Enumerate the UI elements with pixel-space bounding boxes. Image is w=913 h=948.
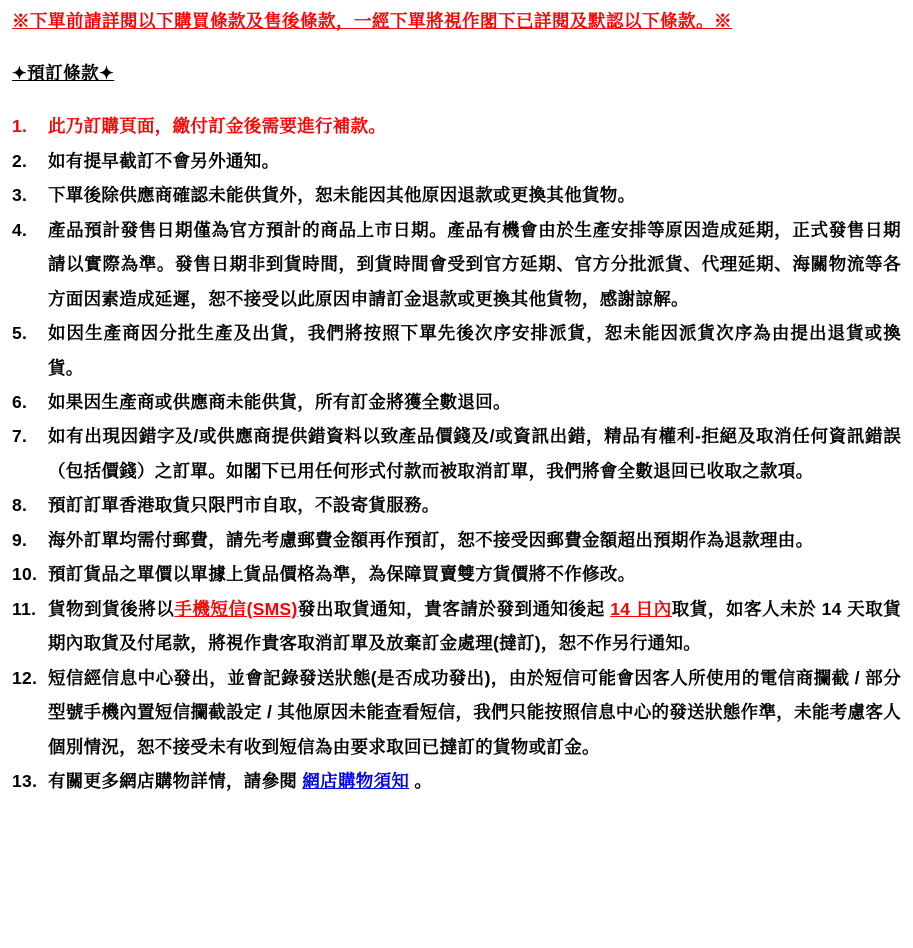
term-text [48, 764, 901, 798]
term-item-3 [12, 178, 901, 212]
term-segment: 。 [409, 771, 433, 792]
term-text [48, 144, 901, 178]
term-text [48, 385, 901, 419]
term-number: 3. [12, 185, 28, 206]
terms-list [12, 109, 901, 798]
term-segment: 如因生產商因分批生產及出貨，我們將按照下單先後次序安排派貨，恕未能因派貨次序為由提出退貨或換貨。 [48, 323, 901, 378]
term-item-13 [12, 764, 901, 798]
section-title-preorder-terms: ✦預訂條款✦ [12, 63, 115, 84]
term-item-2 [12, 144, 901, 178]
term-item-10 [12, 557, 901, 591]
term-text [48, 523, 901, 557]
term-segment: 如有出現因錯字及/或供應商提供錯資料以致產品價錢及/或資訊出錯，精品有權利-拒絕及取消任何資訊錯誤（包括價錢）之訂單。如閣下已用任何形式付款而被取消訂單，我們將會全數退回已收取之款項。 [48, 426, 901, 481]
term-text [48, 213, 901, 316]
term-number: 8. [12, 495, 28, 516]
term-number: 2. [12, 150, 28, 171]
term-text [48, 592, 901, 661]
term-text [48, 488, 901, 522]
term-item-8 [12, 488, 901, 522]
term-number: 5. [12, 323, 28, 344]
term-number: 1. [12, 116, 28, 137]
term-text [48, 419, 901, 488]
term-text [48, 109, 901, 143]
term-number: 12. [12, 667, 38, 688]
term-segment: 預訂訂單香港取貨只限門市自取，不設寄貨服務。 [48, 495, 440, 516]
term-item-5 [12, 316, 901, 385]
term-segment: 如有提早截訂不會另外通知。 [48, 150, 280, 171]
term-text [48, 557, 901, 591]
term-text [48, 178, 901, 212]
term-segment: 此乃訂購頁面，繳付訂金後需要進行補款。 [48, 116, 387, 137]
term-item-1 [12, 109, 901, 143]
term-item-9 [12, 523, 901, 557]
term-segment: 短信經信息中心發出，並會記錄發送狀態(是否成功發出)，由於短信可能會因客人所使用的電信商攔截 / 部分型號手機內置短信攔截設定 / 其他原因未能查看短信，我們只能按照信息中心的發送狀態作準，未能考慮客人個別情況，恕不接受未有收到短信為由要求取回已撻訂的貨物或訂金。 [48, 667, 901, 757]
term-number: 4. [12, 219, 28, 240]
shop-guide-link[interactable]: 網店購物須知 [302, 771, 410, 792]
term-segment: 手機短信(SMS) [174, 598, 298, 619]
term-number: 11. [12, 598, 37, 619]
term-segment: 取貨，如客人未於 14 天取貨期內取貨及付尾款，將視作貴客取消訂單及放棄訂金處理(撻訂)，恕不作另行通知。 [48, 598, 902, 654]
term-segment: 14 日內 [610, 598, 672, 619]
term-number: 7. [12, 426, 28, 447]
terms-warning-header: ※下單前請詳閱以下購買條款及售後條款，一經下單將視作閣下已詳閱及默認以下條款。※ [12, 11, 732, 31]
term-item-11 [12, 592, 901, 661]
term-text [48, 661, 901, 764]
term-segment: 下單後除供應商確認未能供貨外，恕未能因其他原因退款或更換其他貨物。 [48, 185, 636, 206]
term-number: 6. [12, 392, 28, 412]
term-item-7 [12, 419, 901, 488]
term-segment: 海外訂單均需付郵費，請先考慮郵費金額再作預訂，恕不接受因郵費金額超出預期作為退款理由。 [48, 529, 814, 550]
term-item-4 [12, 213, 901, 316]
term-segment: 產品預計發售日期僅為官方預計的商品上市日期。產品有機會由於生產安排等原因造成延期，正式發售日期請以實際為準。發售日期非到貨時間，到貨時間會受到官方延期、官方分批派貨、代理延期、海關物流等各方面因素造成延遲，恕不接受以此原因申請訂金退款或更換其他貨物，感謝諒解。 [48, 219, 901, 309]
term-segment: 貨物到貨後將以 [48, 598, 175, 619]
term-number: 10. [12, 564, 38, 585]
term-item-6 [12, 385, 901, 419]
term-number: 13. [12, 771, 38, 792]
term-segment: 預訂貨品之單價以單據上貨品價格為準，為保障買賣雙方貨價將不作修改。 [48, 564, 636, 585]
term-number: 9. [12, 529, 28, 550]
term-item-12 [12, 661, 901, 764]
term-segment: 有關更多網店購物詳情，請參閱 [48, 771, 303, 792]
term-segment: 發出取貨通知，貴客請於發到通知後起 [297, 598, 611, 619]
term-text [48, 316, 901, 385]
term-segment: 如果因生產商或供應商未能供貨，所有訂金將獲全數退回。 [48, 392, 511, 412]
